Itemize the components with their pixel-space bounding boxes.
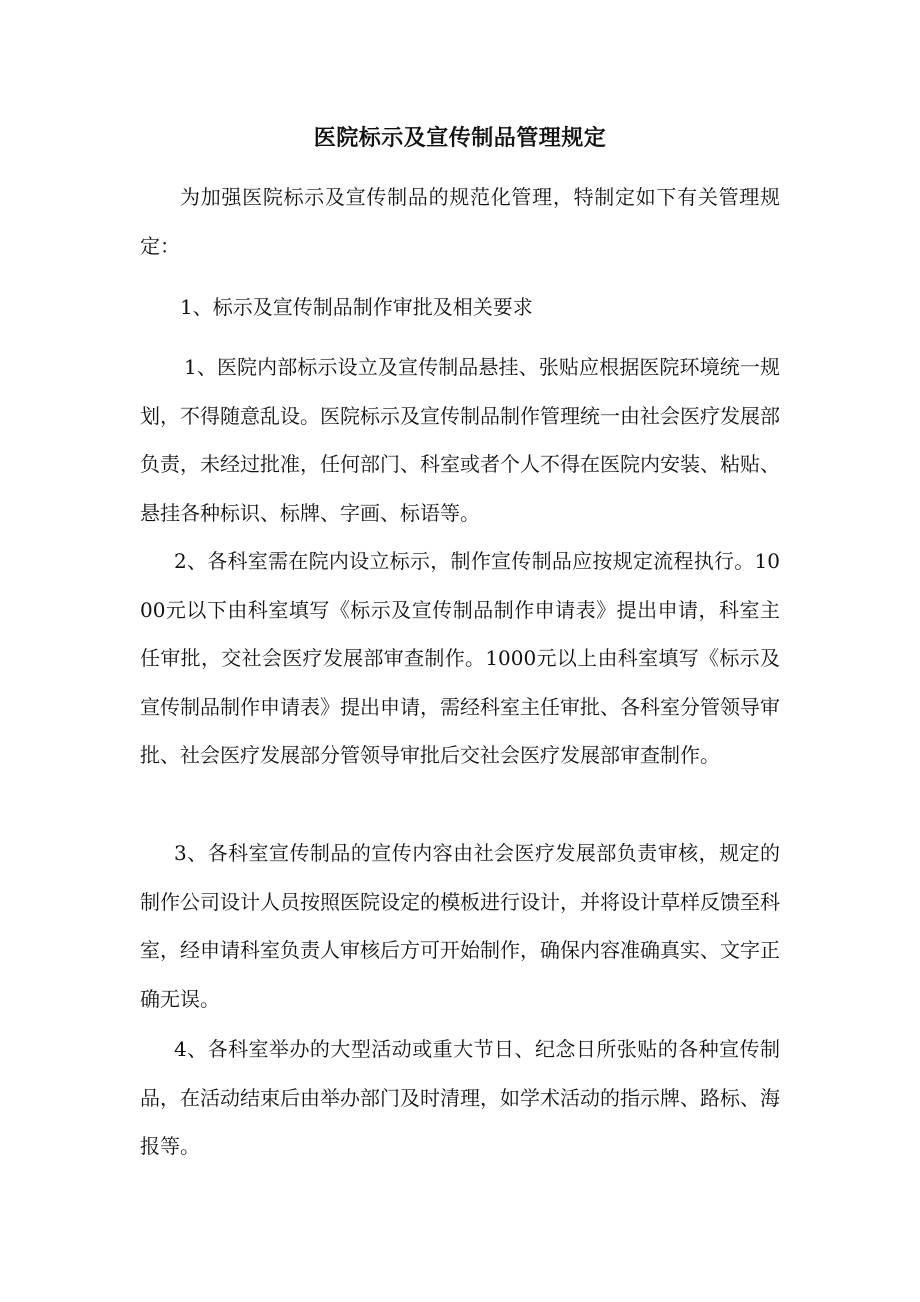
document-title: 医院标示及宣传制品管理规定 [313,125,607,151]
rule-paragraph-1: 1、医院内部标示设立及宣传制品悬挂、张贴应根据医院环境统一规划，不得随意乱设。医院标示及宣传制品制作管理统一由社会医疗发展部负责，未经过批准，任何部门、科室或者个人不得在医院内安装、粘贴、悬挂各种标识、标牌、字画、标语等。 [140,355,780,525]
rule-paragraph-4: 4、各科室举办的大型活动或重大节日、纪念日所张贴的各种宣传制品，在活动结束后由举办部门及时清理，如学术活动的指示牌、路标、海报等。 [140,1037,780,1158]
rule-paragraph-2: 2、各科室需在院内设立标示，制作宣传制品应按规定流程执行。1000元以下由科室填写《标示及宣传制品制作申请表》提出申请，科室主任审批，交社会医疗发展部审查制作。1000元以上由科室填写《标示及宣传制品制作申请表》提出申请，需经科室主任审批、各科室分管领导审批、社会医疗发展部分管领导审批后交社会医疗发展部审查制作。 [140,549,780,767]
intro-paragraph: 为加强医院标示及宣传制品的规范化管理，特制定如下有关管理规定： [140,185,780,258]
section-heading: 1、标示及宣传制品制作审批及相关要求 [180,295,533,319]
rule-paragraph-3: 3、各科室宣传制品的宣传内容由社会医疗发展部负责审核，规定的制作公司设计人员按照医院设定的模板进行设计，并将设计草样反馈至科室，经申请科室负责人审核后方可开始制作，确保内容准确真实、文字正确无误。 [140,841,780,1011]
